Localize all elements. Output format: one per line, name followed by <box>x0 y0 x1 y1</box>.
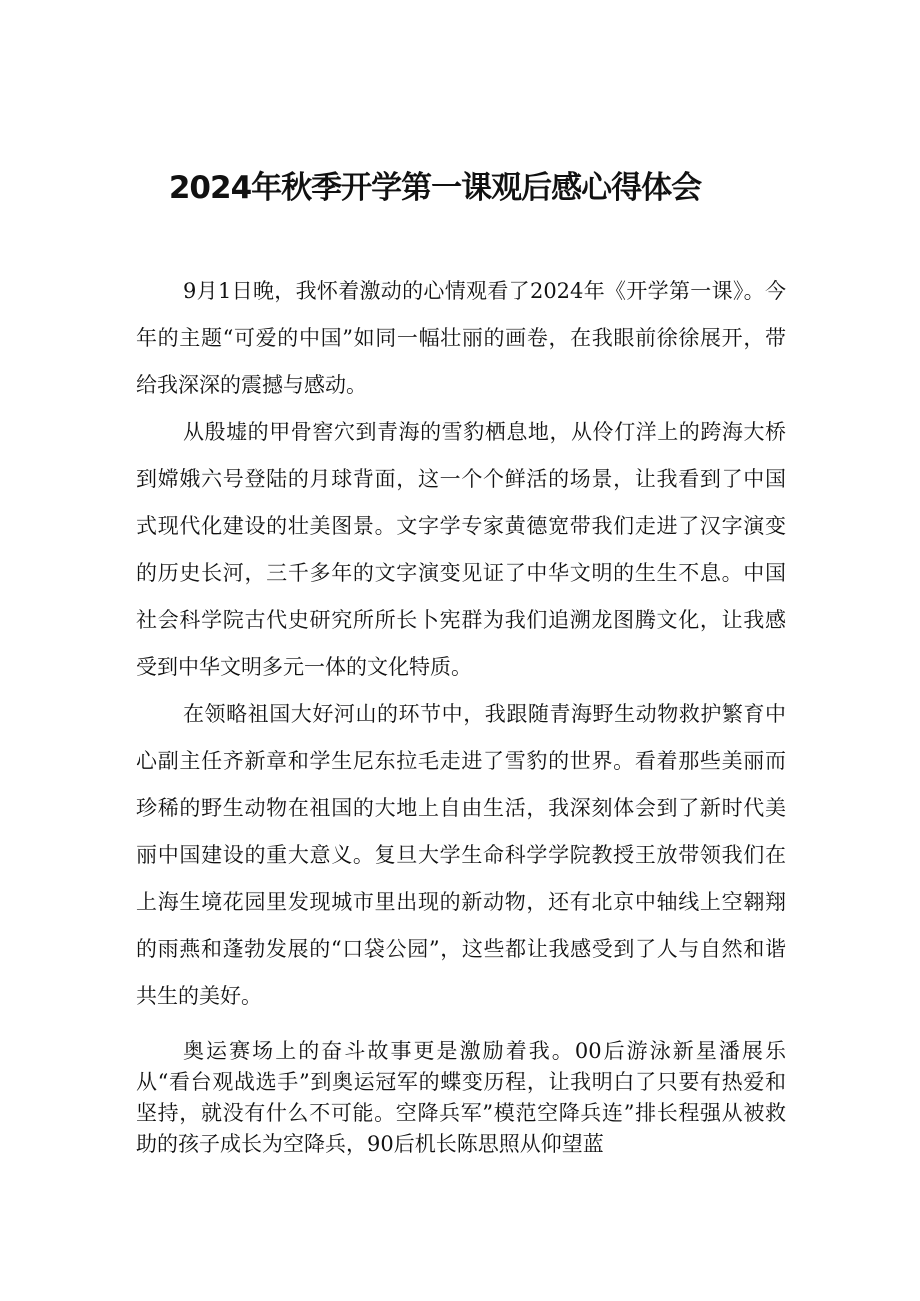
paragraph-3: 在领略祖国大好河山的环节中，我跟随青海野生动物救护繁育中心副主任齐新章和学生尼东拉毛走进了雪豹的世界。看着那些美丽而珍稀的野生动物在祖国的大地上自由生活，我深刻体会到了新时代美丽中国建设的重大意义。复旦大学生命科学学院教授王放带领我们在上海生境花园里发现城市里出现的新动物，还有北京中轴线上空翱翔的雨燕和蓬勃发展的“口袋公园”，这些都让我感受到了人与自然和谐共生的美好。 <box>136 702 786 1008</box>
document-title: 2024年秋季开学第一课观后感心得体会 <box>168 170 702 206</box>
document-body <box>136 268 786 1160</box>
paragraph-1: 9月1日晚，我怀着激动的心情观看了2024年《开学第一课》。今年的主题“可爱的中国”如同一幅壮丽的画卷，在我眼前徐徐展开，带给我深深的震撼与感动。 <box>136 279 786 397</box>
paragraph-4: 奥运赛场上的奋斗故事更是激励着我。00后游泳新星潘展乐从“看台观战选手”到奥运冠军的蝶变历程，让我明白了只要有热爱和坚持，就没有什么不可能。空降兵军”模范空降兵连”排长程强从被救助的孩子成长为空降兵，90后机长陈思照从仰望蓝 <box>136 1039 786 1156</box>
paragraph-2: 从殷墟的甲骨窖穴到青海的雪豹栖息地，从伶仃洋上的跨海大桥到嫦娥六号登陆的月球背面，这一个个鲜活的场景，让我看到了中国式现代化建设的壮美图景。文字学专家黄德宽带我们走进了汉字演变的历史长河，三千多年的文字演变见证了中华文明的生生不息。中国社会科学院古代史研究所所长卜宪群为我们追溯龙图腾文化，让我感受到中华文明多元一体的文化特质。 <box>136 420 786 679</box>
